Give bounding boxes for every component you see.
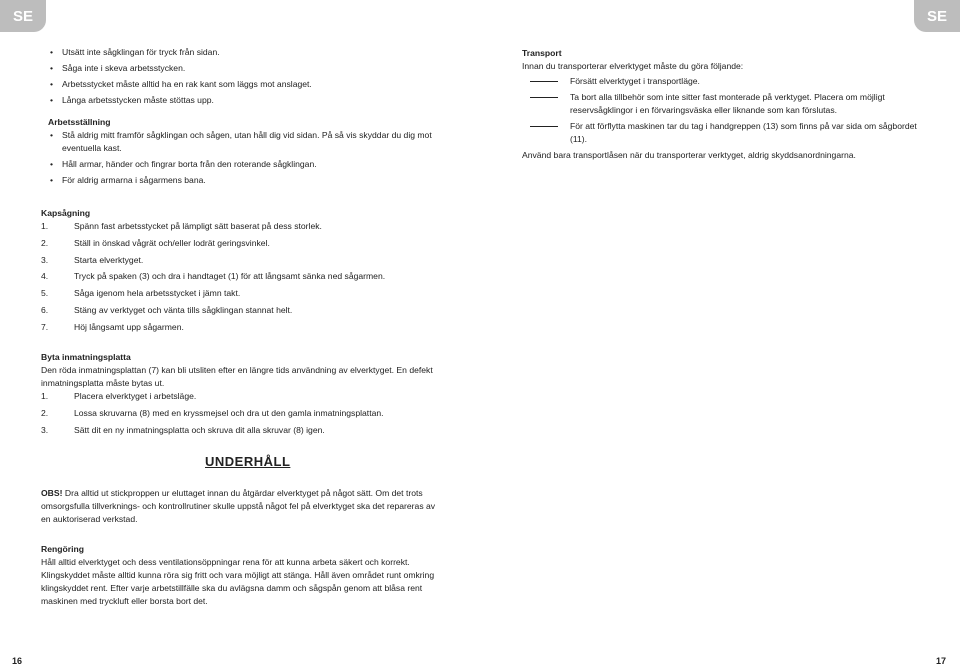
obs-label: OBS! bbox=[41, 488, 63, 498]
arbetsstallning-section bbox=[48, 116, 438, 190]
transport-intro: Innan du transporterar elverktyget måste du göra följande: bbox=[522, 61, 744, 71]
transport-dash-list bbox=[522, 75, 922, 146]
inmatningsplatta-steps bbox=[41, 390, 441, 437]
language-tab-right: SE bbox=[914, 0, 960, 32]
left-top-section bbox=[48, 46, 438, 110]
list-item: 5. Såga igenom hela arbetsstycket i jämn takt. bbox=[41, 288, 241, 299]
list-item: 3. Sätt dit en ny inmatningsplatta och skruva dit alla skruvar (8) igen. bbox=[41, 425, 325, 435]
list-item: • Arbetsstycket måste alltid ha en rak kant som läggs mot anslaget. bbox=[48, 78, 438, 91]
list-item: 1. Placera elverktyget i arbetsläge. bbox=[41, 391, 197, 401]
transport-section bbox=[522, 47, 922, 162]
kapsagning-heading: Kapsågning bbox=[41, 208, 91, 218]
list-item: Försätt elverktyget i transportläge. bbox=[522, 75, 922, 88]
page-number-left: 16 bbox=[12, 656, 23, 666]
list-item: • För aldrig armarna i sågarmens bana. bbox=[48, 174, 438, 187]
list-item: 7. Höj långsamt upp sågarmen. bbox=[41, 321, 184, 332]
list-item: • Långa arbetsstycken måste stöttas upp. bbox=[48, 94, 438, 107]
list-item: För att förflytta maskinen tar du tag i handgreppen (13) som finns på var sida om sågbordet (11). bbox=[522, 120, 922, 146]
list-item: • Stå aldrig mitt framför sågklingan och sågen, utan håll dig vid sidan. På så vis skyddar du dig mot eventuella kast. bbox=[48, 129, 438, 155]
rengoring-section bbox=[41, 543, 441, 608]
list-item: Ta bort alla tillbehör som inte sitter fast monterade på verktyget. Placera om möjligt reservsågklingor i en förvaringsväska eller liknande som kan förslutas. bbox=[522, 91, 922, 117]
kapsagning-steps bbox=[41, 220, 441, 334]
language-tab-left: SE bbox=[0, 0, 46, 32]
transport-outro: Använd bara transportlåsen när du transporterar verktyget, aldrig skyddsanordningarna. bbox=[522, 150, 856, 160]
inmatningsplatta-intro: Den röda inmatningsplattan (7) kan bli utsliten efter en längre tids användning av elverktyget. En defekt inmatningsplatta måste bytas ut. bbox=[41, 365, 433, 388]
rengoring-text: Håll alltid elverktyget och dess ventilationsöppningar rena för att kunna arbeta säkert och korrekt. Klingskyddet måste alltid kunna röra sig fritt och vara möjligt att stänga. Håll även området runt omkring klingskyddet rent. Efter varje arbetstillfälle ska du avlägsna damm och sågspån genom att blåsa rent maskinen med tryckluft eller borsta bort det. bbox=[41, 557, 435, 606]
page-number-right: 17 bbox=[935, 656, 946, 666]
arbetsstallning-list bbox=[48, 129, 438, 187]
obs-text: OBS! Dra alltid ut stickproppen ur eluttaget innan du åtgärdar elverktyget på något sätt. Om det trots omsorgsfulla tillverknings- och kontrollrutiner skulle uppstå något fel på elverktyget ska det repareras av en auktoriserad verkstad. bbox=[41, 488, 436, 524]
list-item: 2. Lossa skruvarna (8) med en kryssmejsel och dra ut den gamla inmatningsplattan. bbox=[41, 408, 384, 418]
obs-paragraph bbox=[41, 487, 441, 526]
top-bullet-list bbox=[48, 46, 438, 107]
transport-heading: Transport bbox=[522, 48, 562, 58]
kapsagning-section bbox=[41, 207, 441, 338]
rengoring-heading: Rengöring bbox=[41, 544, 84, 554]
list-item: 2. Ställ in önskad vågrät och/eller lodrät geringsvinkel. bbox=[41, 237, 270, 248]
list-item: 1. Spänn fast arbetsstycket på lämpligt sätt baserat på dess storlek. bbox=[41, 221, 322, 231]
list-item: 3. Starta elverktyget. bbox=[41, 254, 144, 265]
inmatningsplatta-section bbox=[41, 351, 441, 441]
inmatningsplatta-heading: Byta inmatningsplatta bbox=[41, 352, 131, 362]
list-item: • Utsätt inte sågklingan för tryck från sidan. bbox=[48, 46, 438, 59]
list-item: • Håll armar, händer och fingrar borta från den roterande sågklingan. bbox=[48, 158, 438, 171]
arbetsstallning-heading: Arbetsställning bbox=[48, 117, 111, 127]
list-item: 4. Tryck på spaken (3) och dra i handtaget (1) för att långsamt sänka ned sågarmen. bbox=[41, 271, 386, 282]
list-item: 6. Stäng av verktyget och vänta tills sågklingan stannat helt. bbox=[41, 304, 293, 315]
list-item: • Såga inte i skeva arbetsstycken. bbox=[48, 62, 438, 75]
underhall-title: UNDERHÅLL bbox=[205, 454, 291, 469]
